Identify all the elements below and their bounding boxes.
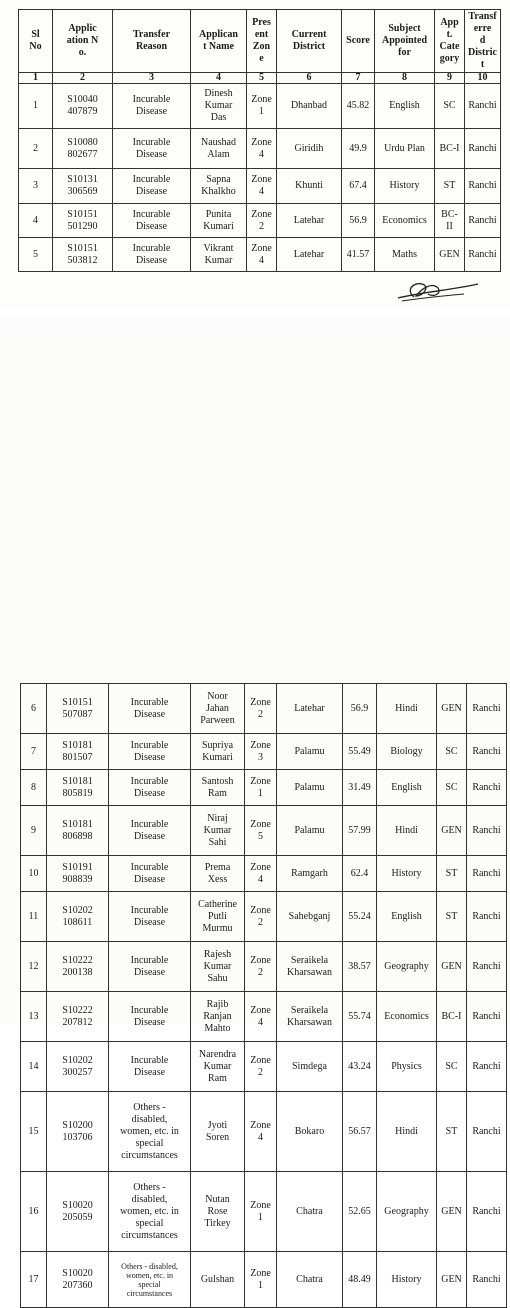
column-number: 3 [113,73,191,84]
transferred-district-cell: Ranchi [465,204,501,238]
table-row [21,770,507,806]
table-row [21,1092,507,1172]
present-zone-cell: Zone 1 [245,1172,277,1252]
application-number-cell: S10202 300257 [47,1042,109,1092]
applicant-name-cell: Narendra Kumar Ram [191,1042,245,1092]
table-row [21,734,507,770]
signature [392,274,482,304]
current-district-cell: Palamu [277,770,343,806]
transfer-reason-cell: Incurable Disease [109,942,191,992]
table-row [19,84,501,129]
present-zone-cell: Zone 4 [245,992,277,1042]
table-row [19,169,501,204]
transferred-district-cell: Ranchi [467,1172,507,1252]
application-number-cell: S10222 200138 [47,942,109,992]
serial-number-cell: 15 [21,1092,47,1172]
serial-number-cell: 6 [21,684,47,734]
present-zone-cell: Zone 4 [245,856,277,892]
category-cell: GEN [437,806,467,856]
table-row [21,1042,507,1092]
transfer-table-page-2 [20,683,507,1308]
applicant-name-cell: Catherine Putli Murmu [191,892,245,942]
table-row [21,892,507,942]
table-row [19,238,501,272]
serial-number-cell: 5 [19,238,53,272]
serial-number-cell: 4 [19,204,53,238]
score-cell: 56.57 [343,1092,377,1172]
category-cell: SC [435,84,465,129]
transfer-reason-cell: Incurable Disease [113,169,191,204]
column-header: Subject Appointed for [375,10,435,73]
table-row [21,806,507,856]
present-zone-cell: Zone 4 [247,129,277,169]
serial-number-cell: 9 [21,806,47,856]
applicant-name-cell: Punita Kumari [191,204,247,238]
score-cell: 56.9 [342,204,375,238]
subject-cell: Urdu Plan [375,129,435,169]
score-cell: 31.49 [343,770,377,806]
table-row [21,856,507,892]
document-page-1 [0,0,510,308]
current-district-cell: Bokaro [277,1092,343,1172]
column-number: 2 [53,73,113,84]
application-number-cell: S10040 407879 [53,84,113,129]
application-number-cell: S10020 207360 [47,1252,109,1308]
column-header: App t. Cate gory [435,10,465,73]
current-district-cell: Seraikela Kharsawan [277,992,343,1042]
application-number-cell: S10181 806898 [47,806,109,856]
applicant-name-cell: Sapna Khalkho [191,169,247,204]
present-zone-cell: Zone 1 [247,84,277,129]
category-cell: ST [437,1092,467,1172]
category-cell: ST [437,892,467,942]
subject-cell: Economics [375,204,435,238]
applicant-name-cell: Dinesh Kumar Das [191,84,247,129]
score-cell: 62.4 [343,856,377,892]
column-number: 9 [435,73,465,84]
transferred-district-cell: Ranchi [465,169,501,204]
column-number: 4 [191,73,247,84]
transfer-reason-cell: Incurable Disease [113,84,191,129]
transferred-district-cell: Ranchi [467,992,507,1042]
current-district-cell: Simdega [277,1042,343,1092]
applicant-name-cell: Noor Jahan Parween [191,684,245,734]
table-header-row [19,10,501,73]
present-zone-cell: Zone 2 [245,1042,277,1092]
column-number: 6 [277,73,342,84]
serial-number-cell: 16 [21,1172,47,1252]
column-number: 5 [247,73,277,84]
application-number-cell: S10181 805819 [47,770,109,806]
transferred-district-cell: Ranchi [467,1092,507,1172]
application-number-cell: S10181 801507 [47,734,109,770]
transferred-district-cell: Ranchi [465,129,501,169]
subject-cell: Hindi [377,806,437,856]
score-cell: 55.49 [343,734,377,770]
application-number-cell: S10080 802677 [53,129,113,169]
table-row [21,684,507,734]
column-number-row [19,73,501,84]
serial-number-cell: 11 [21,892,47,942]
score-cell: 49.9 [342,129,375,169]
applicant-name-cell: Niraj Kumar Sahi [191,806,245,856]
score-cell: 41.57 [342,238,375,272]
current-district-cell: Chatra [277,1172,343,1252]
transferred-district-cell: Ranchi [467,856,507,892]
serial-number-cell: 14 [21,1042,47,1092]
applicant-name-cell: Santosh Ram [191,770,245,806]
applicant-name-cell: Naushad Alam [191,129,247,169]
application-number-cell: S10202 108611 [47,892,109,942]
document-page-2 [0,318,510,1298]
serial-number-cell: 1 [19,84,53,129]
current-district-cell: Palamu [277,734,343,770]
transfer-reason-cell: Incurable Disease [109,1042,191,1092]
subject-cell: English [375,84,435,129]
score-cell: 52.65 [343,1172,377,1252]
present-zone-cell: Zone 4 [247,169,277,204]
current-district-cell: Seraikela Kharsawan [277,942,343,992]
category-cell: SC [437,1042,467,1092]
present-zone-cell: Zone 2 [247,204,277,238]
transferred-district-cell: Ranchi [467,734,507,770]
column-header: Pres ent Zon e [247,10,277,73]
transfer-reason-cell: Incurable Disease [113,238,191,272]
current-district-cell: Ramgarh [277,856,343,892]
transferred-district-cell: Ranchi [467,1252,507,1308]
present-zone-cell: Zone 4 [247,238,277,272]
category-cell: BC-I [435,129,465,169]
transfer-reason-cell: Others - disabled, women, etc. in special circumstances [109,1252,191,1308]
category-cell: BC-I [437,992,467,1042]
column-number: 7 [342,73,375,84]
present-zone-cell: Zone 3 [245,734,277,770]
serial-number-cell: 7 [21,734,47,770]
application-number-cell: S10131 306569 [53,169,113,204]
category-cell: GEN [435,238,465,272]
table-row [21,1252,507,1308]
score-cell: 38.57 [343,942,377,992]
table-row [21,942,507,992]
column-header: Applican t Name [191,10,247,73]
present-zone-cell: Zone 4 [245,1092,277,1172]
transferred-district-cell: Ranchi [467,892,507,942]
score-cell: 48.49 [343,1252,377,1308]
score-cell: 56.9 [343,684,377,734]
score-cell: 45.82 [342,84,375,129]
subject-cell: Hindi [377,1092,437,1172]
column-number: 1 [19,73,53,84]
present-zone-cell: Zone 2 [245,892,277,942]
transfer-reason-cell: Incurable Disease [109,892,191,942]
applicant-name-cell: Nutan Rose Tirkey [191,1172,245,1252]
transferred-district-cell: Ranchi [467,1042,507,1092]
subject-cell: Geography [377,1172,437,1252]
category-cell: GEN [437,1252,467,1308]
category-cell: SC [437,734,467,770]
transferred-district-cell: Ranchi [465,238,501,272]
transfer-reason-cell: Incurable Disease [113,129,191,169]
applicant-name-cell: Jyoti Soren [191,1092,245,1172]
column-header: Applic ation N o. [53,10,113,73]
application-number-cell: S10151 507087 [47,684,109,734]
current-district-cell: Khunti [277,169,342,204]
category-cell: BC- II [435,204,465,238]
table-row [19,129,501,169]
score-cell: 57.99 [343,806,377,856]
current-district-cell: Giridih [277,129,342,169]
current-district-cell: Palamu [277,806,343,856]
current-district-cell: Chatra [277,1252,343,1308]
column-number: 8 [375,73,435,84]
table-row [21,1172,507,1252]
applicant-name-cell: Gulshan [191,1252,245,1308]
subject-cell: Economics [377,992,437,1042]
transfer-reason-cell: Incurable Disease [109,734,191,770]
current-district-cell: Latehar [277,204,342,238]
application-number-cell: S10222 207812 [47,992,109,1042]
category-cell: ST [437,856,467,892]
applicant-name-cell: Rajib Ranjan Mahto [191,992,245,1042]
applicant-name-cell: Prema Xess [191,856,245,892]
current-district-cell: Latehar [277,238,342,272]
serial-number-cell: 13 [21,992,47,1042]
subject-cell: History [375,169,435,204]
column-header: Transferre d District [465,10,501,73]
application-number-cell: S10151 501290 [53,204,113,238]
current-district-cell: Dhanbad [277,84,342,129]
present-zone-cell: Zone 2 [245,684,277,734]
application-number-cell: S10020 205059 [47,1172,109,1252]
page-gap [0,308,510,318]
subject-cell: Maths [375,238,435,272]
category-cell: SC [437,770,467,806]
category-cell: GEN [437,684,467,734]
transfer-reason-cell: Incurable Disease [109,856,191,892]
serial-number-cell: 3 [19,169,53,204]
score-cell: 55.74 [343,992,377,1042]
subject-cell: English [377,770,437,806]
transfer-reason-cell: Incurable Disease [109,684,191,734]
application-number-cell: S10191 908839 [47,856,109,892]
serial-number-cell: 2 [19,129,53,169]
subject-cell: Geography [377,942,437,992]
subject-cell: History [377,1252,437,1308]
application-number-cell: S10200 103706 [47,1092,109,1172]
current-district-cell: Sahebganj [277,892,343,942]
category-cell: GEN [437,942,467,992]
serial-number-cell: 12 [21,942,47,992]
category-cell: GEN [437,1172,467,1252]
transferred-district-cell: Ranchi [465,84,501,129]
transfer-reason-cell: Others - disabled, women, etc. in special circumstances [109,1092,191,1172]
transfer-reason-cell: Incurable Disease [113,204,191,238]
serial-number-cell: 10 [21,856,47,892]
column-header: Score [342,10,375,73]
subject-cell: History [377,856,437,892]
column-header: Current District [277,10,342,73]
serial-number-cell: 8 [21,770,47,806]
serial-number-cell: 17 [21,1252,47,1308]
subject-cell: English [377,892,437,942]
category-cell: ST [435,169,465,204]
subject-cell: Biology [377,734,437,770]
table-row [19,204,501,238]
transferred-district-cell: Ranchi [467,942,507,992]
transfer-reason-cell: Others - disabled, women, etc. in special circumstances [109,1172,191,1252]
subject-cell: Hindi [377,684,437,734]
transfer-reason-cell: Incurable Disease [109,770,191,806]
column-number: 10 [465,73,501,84]
present-zone-cell: Zone 1 [245,770,277,806]
present-zone-cell: Zone 2 [245,942,277,992]
transferred-district-cell: Ranchi [467,806,507,856]
applicant-name-cell: Vikrant Kumar [191,238,247,272]
column-header: Sl No [19,10,53,73]
applicant-name-cell: Rajesh Kumar Sahu [191,942,245,992]
present-zone-cell: Zone 1 [245,1252,277,1308]
score-cell: 67.4 [342,169,375,204]
score-cell: 55.24 [343,892,377,942]
current-district-cell: Latehar [277,684,343,734]
application-number-cell: S10151 503812 [53,238,113,272]
transferred-district-cell: Ranchi [467,684,507,734]
applicant-name-cell: Supriya Kumari [191,734,245,770]
subject-cell: Physics [377,1042,437,1092]
transfer-reason-cell: Incurable Disease [109,992,191,1042]
transfer-table-page-1 [18,9,501,272]
transfer-reason-cell: Incurable Disease [109,806,191,856]
column-header: Transfer Reason [113,10,191,73]
score-cell: 43.24 [343,1042,377,1092]
present-zone-cell: Zone 5 [245,806,277,856]
table-row [21,992,507,1042]
transferred-district-cell: Ranchi [467,770,507,806]
